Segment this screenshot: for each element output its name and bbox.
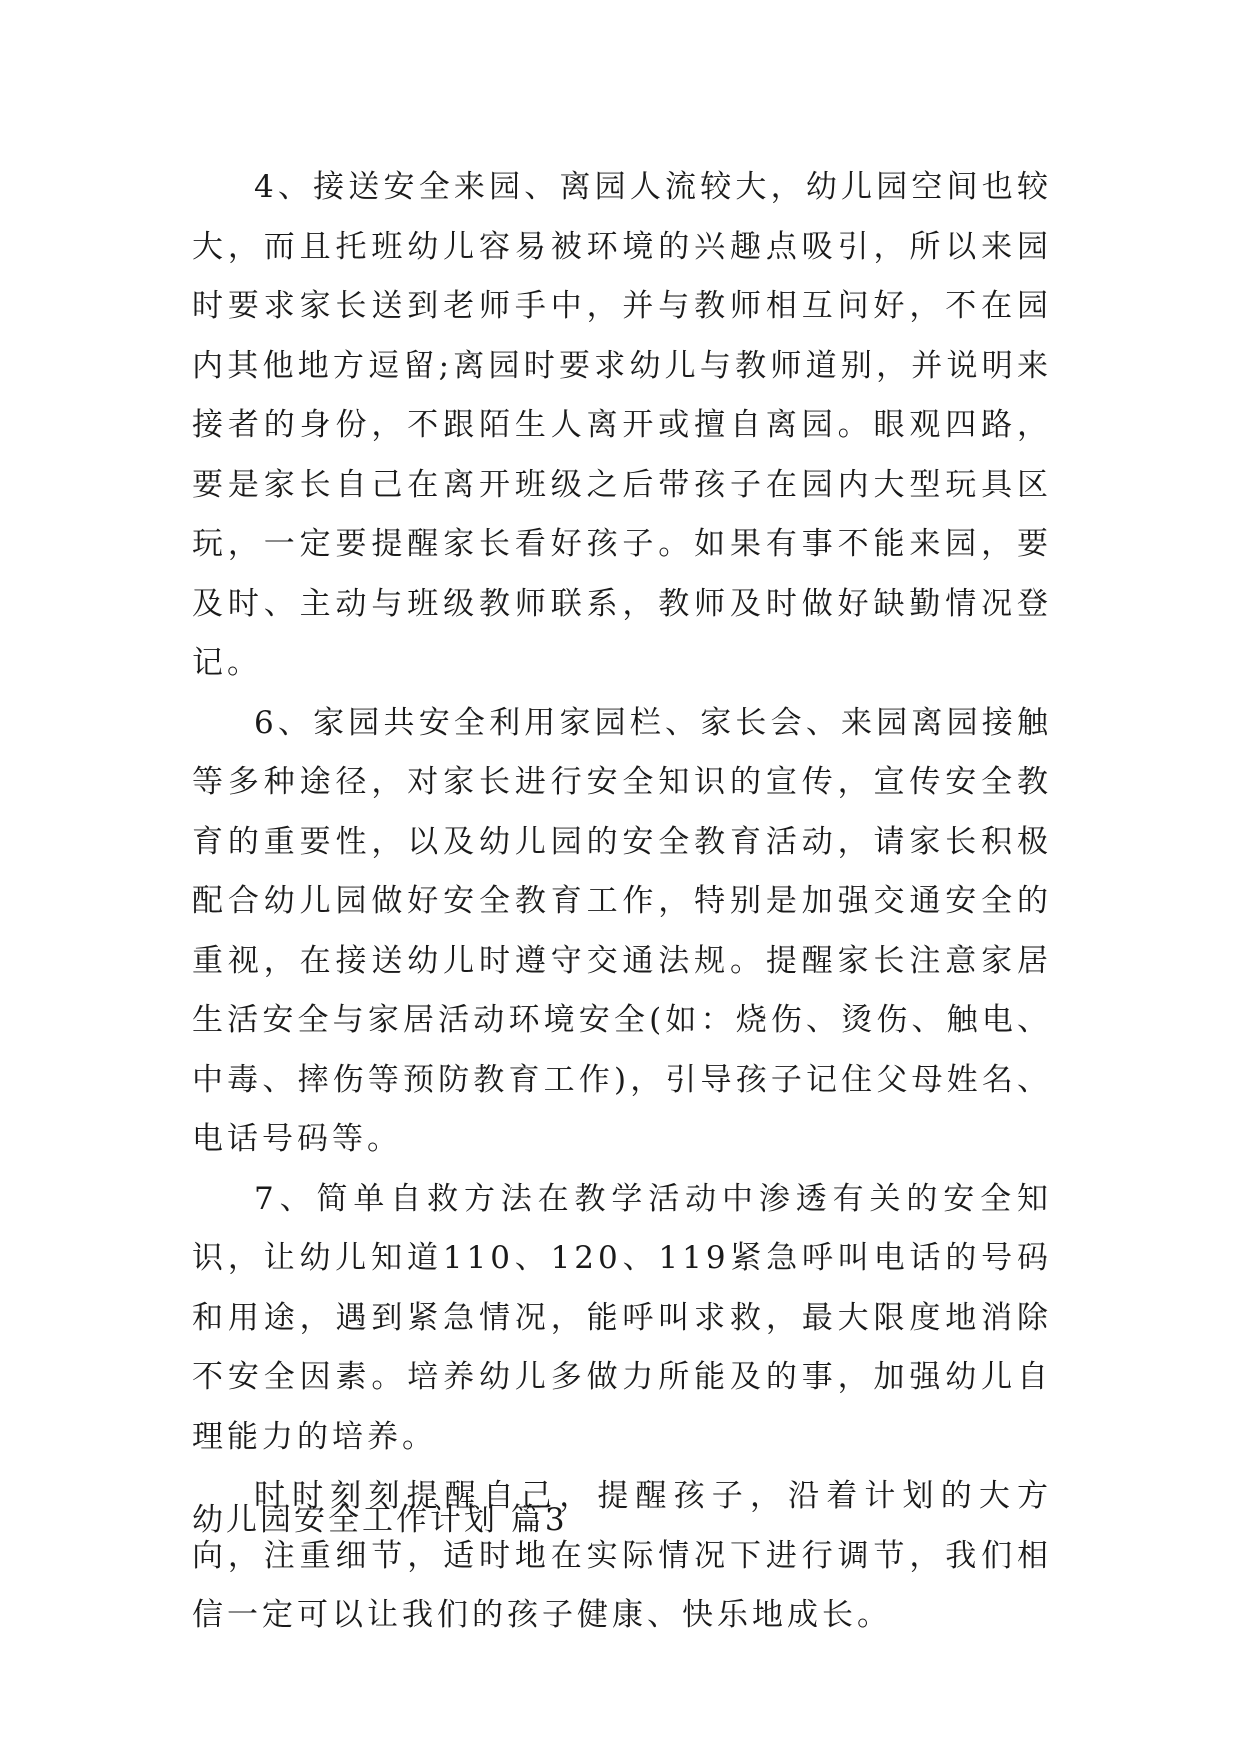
paragraph-pickup-safety: 4、接送安全来园、离园人流较大，幼儿园空间也较大，而且托班幼儿容易被环境的兴趣点吸引，所以来园时要求家长送到老师手中，并与教师相互问好，不在园内其他地方逗留;离园时要求幼儿与教师道别，并说明来接者的身份，不跟陌生人离开或擅自离园。眼观四路，要是家长自己在离开班级之后带孩子在园内大型玩具区玩，一定要提醒家长看好孩子。如果有事不能来园，要及时、主动与班级教师联系，教师及时做好缺勤情况登记。 — [192, 169, 1052, 681]
paragraph-self-rescue: 7、简单自救方法在教学活动中渗透有关的安全知识，让幼儿知道110、120、119紧急呼叫电话的号码和用途，遇到紧急情况，能呼叫求救，最大限度地消除不安全因素。培养幼儿多做力所能及的事，加强幼儿自理能力的培养。 — [192, 1180, 1052, 1455]
section-heading: 幼儿园安全工作计划 篇3 — [192, 1502, 568, 1538]
paragraph-conclusion: 时时刻刻提醒自己，提醒孩子，沿着计划的大方向，注重细节，适时地在实际情况下进行调节，我们相信一定可以让我们的孩子健康、快乐地成长。 — [192, 1478, 1052, 1633]
document-body — [192, 158, 1052, 1646]
paragraph-home-school-safety: 6、家园共安全利用家园栏、家长会、来园离园接触等多种途径，对家长进行安全知识的宣传，宣传安全教育的重要性，以及幼儿园的安全教育活动，请家长积极配合幼儿园做好安全教育工作，特别是加强交通安全的重视，在接送幼儿时遵守交通法规。提醒家长注意家居生活安全与家居活动环境安全(如：烧伤、烫伤、触电、中毒、摔伤等预防教育工作)，引导孩子记住父母姓名、电话号码等。 — [192, 704, 1052, 1157]
